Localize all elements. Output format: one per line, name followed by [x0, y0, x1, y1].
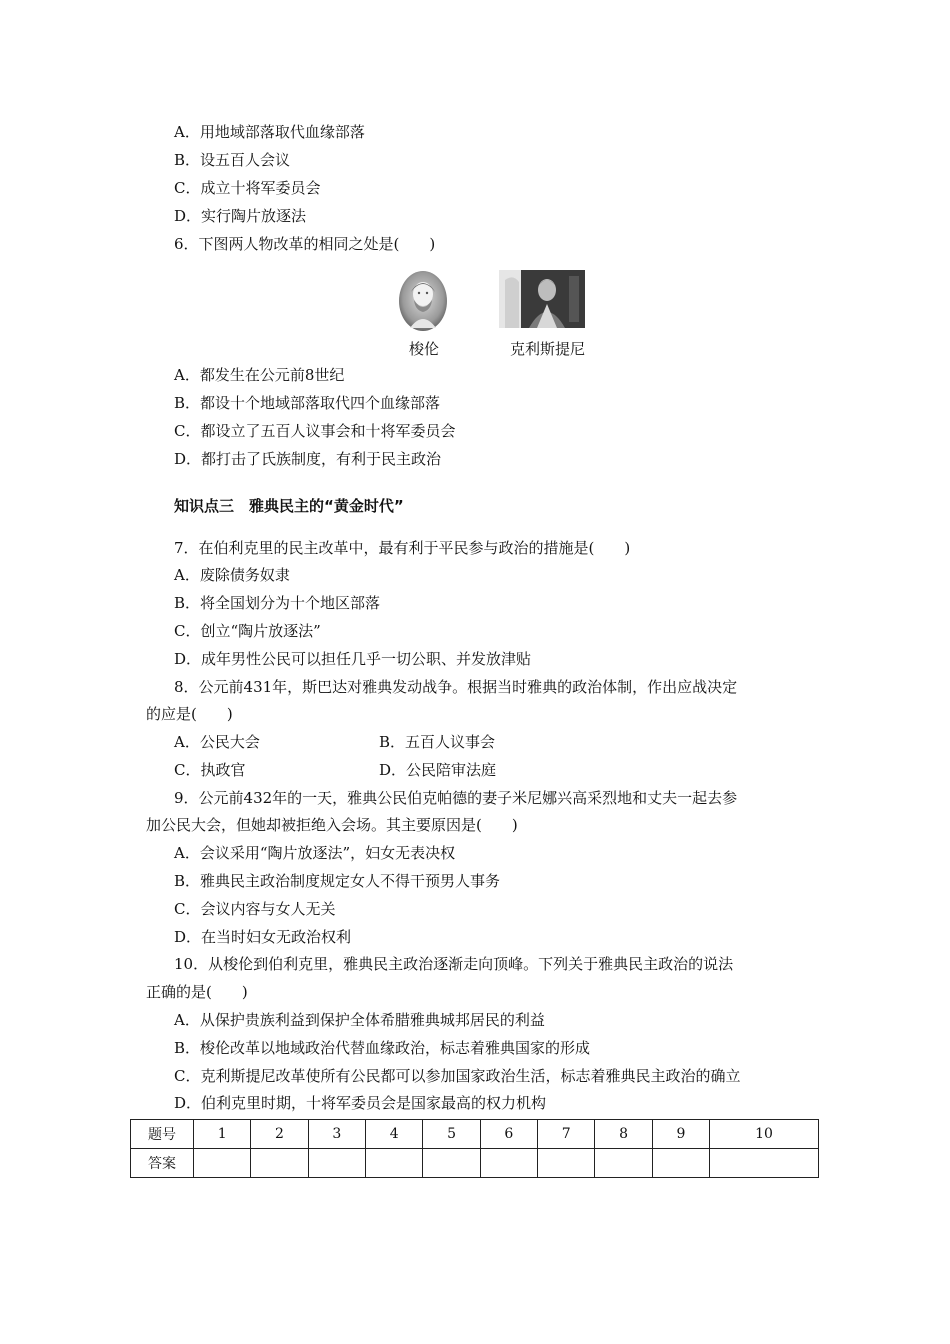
answer-label: 答案 [131, 1149, 194, 1178]
q7-option-c: C．创立“陶片放逐法” [174, 622, 321, 640]
answer-cell[interactable] [595, 1149, 652, 1178]
q7-option-a: A．废除债务奴隶 [174, 566, 290, 584]
answer-cell[interactable] [308, 1149, 365, 1178]
q7-stem: 7．在伯利克里的民主改革中，最有利于平民参与政治的措施是( ) [174, 539, 631, 557]
q9-option-c: C．会议内容与女人无关 [174, 900, 336, 918]
q8-stem-line1: 8．公元前431年，斯巴达对雅典发动战争。根据当时雅典的政治体制，作出应战决定 [174, 678, 738, 696]
question-number-cell: 6 [480, 1120, 537, 1149]
answer-table [130, 1119, 819, 1178]
q9-stem-line2: 加公民大会，但她却被拒绝入会场。其主要原因是( ) [146, 816, 518, 834]
question-number-cell: 7 [538, 1120, 595, 1149]
caption-solon: 梭伦 [409, 340, 440, 358]
q5-option-d: D．实行陶片放逐法 [174, 207, 307, 225]
cleisthenes-portrait-image [499, 270, 585, 332]
q10-stem-line2: 正确的是( ) [146, 983, 248, 1001]
q7-option-b: B．将全国划分为十个地区部落 [174, 594, 381, 612]
q6-option-b: B．都设十个地域部落取代四个血缘部落 [174, 394, 441, 412]
answer-table-number-row [131, 1120, 819, 1149]
caption-cleisthenes: 克利斯提尼 [510, 340, 586, 358]
q8-stem-line2: 的应是( ) [146, 705, 233, 723]
question-number-cell: 10 [710, 1120, 819, 1149]
q6-option-d: D．都打击了氏族制度，有利于民主政治 [174, 450, 442, 468]
answer-cell[interactable] [480, 1149, 537, 1178]
q5-option-a: A．用地域部落取代血缘部落 [174, 123, 365, 141]
q6-option-a: A．都发生在公元前8世纪 [174, 366, 345, 384]
answer-cell[interactable] [652, 1149, 709, 1178]
q8-option-d: D．公民陪审法庭 [379, 761, 497, 779]
question-number-cell: 9 [652, 1120, 709, 1149]
q10-option-c: C．克利斯提尼改革使所有公民都可以参加国家政治生活，标志着雅典民主政治的确立 [174, 1067, 741, 1085]
section-heading-knowledge-point-3: 知识点三 雅典民主的“黄金时代” [174, 497, 404, 515]
question-number-cell: 1 [194, 1120, 251, 1149]
q9-stem-line1: 9．公元前432年的一天，雅典公民伯克帕德的妻子米尼娜兴高采烈地和丈夫一起去参 [174, 789, 738, 807]
q10-option-a: A．从保护贵族利益到保护全体希腊雅典城邦居民的利益 [174, 1011, 545, 1029]
q10-option-d: D．伯利克里时期，十将军委员会是国家最高的权力机构 [174, 1094, 547, 1112]
q8-option-c: C．执政官 [174, 761, 246, 779]
question-number-cell: 2 [251, 1120, 308, 1149]
answer-cell[interactable] [194, 1149, 251, 1178]
question-number-label: 题号 [131, 1120, 194, 1149]
q9-option-d: D．在当时妇女无政治权利 [174, 928, 352, 946]
q8-option-b: B．五百人议事会 [379, 733, 496, 751]
answer-cell[interactable] [710, 1149, 819, 1178]
q9-option-b: B．雅典民主政治制度规定女人不得干预男人事务 [174, 872, 501, 890]
q9-option-a: A．会议采用“陶片放逐法”，妇女无表决权 [174, 844, 456, 862]
solon-portrait-image [398, 270, 448, 332]
q5-option-b: B．设五百人会议 [174, 151, 291, 169]
q6-stem: 6．下图两人物改革的相同之处是( ) [174, 235, 436, 253]
question-number-cell: 8 [595, 1120, 652, 1149]
q5-option-c: C．成立十将军委员会 [174, 179, 321, 197]
answer-table-answer-row [131, 1149, 819, 1178]
question-number-cell: 4 [366, 1120, 423, 1149]
question-number-cell: 3 [308, 1120, 365, 1149]
answer-cell[interactable] [251, 1149, 308, 1178]
q6-option-c: C．都设立了五百人议事会和十将军委员会 [174, 422, 456, 440]
question-number-cell: 5 [423, 1120, 480, 1149]
q7-option-d: D．成年男性公民可以担任几乎一切公职、并发放津贴 [174, 650, 532, 668]
answer-cell[interactable] [366, 1149, 423, 1178]
answer-cell[interactable] [538, 1149, 595, 1178]
q8-option-a: A．公民大会 [174, 733, 260, 751]
q10-option-b: B．梭伦改革以地域政治代替血缘政治，标志着雅典国家的形成 [174, 1039, 591, 1057]
answer-cell[interactable] [423, 1149, 480, 1178]
q10-stem-line1: 10．从梭伦到伯利克里，雅典民主政治逐渐走向顶峰。下列关于雅典民主政治的说法 [174, 955, 734, 973]
